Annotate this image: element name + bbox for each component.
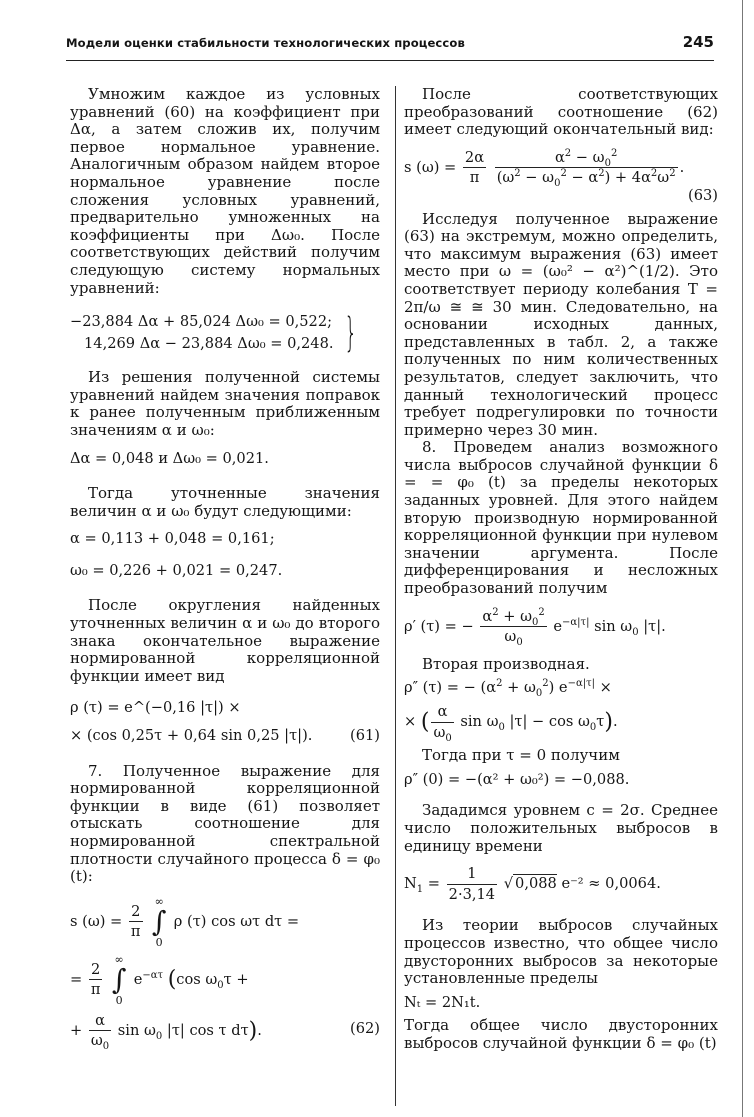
paragraph: 7. Полученное выражение для нормированной корреляционной функции в виде (61) позволяет отыскать соотношение для нормированной спектральной плотности случайного процесса δ = φ₀ (t): [70,761,380,886]
running-header [66,30,714,56]
paragraph: После округления найденных уточненных величин α и ω₀ до второго знака окончательное выражение нормированной корреляционной функции имеет вид [70,596,380,685]
paragraph: Вторая производная. [422,654,590,673]
equation-61-line1: ρ (τ) = e^(−0,16 |τ|) × [70,699,241,717]
paragraph: Тогда при τ = 0 получим [422,746,620,765]
equation: ρ″ (0) = −(α² + ω₀²) = −0,088. [404,770,630,788]
equation: α = 0,113 + 0,048 = 0,161; [70,530,275,548]
running-title: Модели оценки стабильности технологических процессов [66,36,465,50]
equation-N1: $N_1$ = $\frac{1}{2\cdot 3,14}$ √ 0,088 e⁻² ≈ 0,0064. [404,865,661,903]
paragraph: Зададимся уровнем c = 2σ. Среднее число положительных выбросов в единицу времени [404,801,718,855]
paragraph: Тогда общее число двусторонних выбросов случайной функции δ = φ₀ (t) [404,1016,718,1052]
equation-rho-second-line2: × ( $\frac{\alpha}{\omega_0}$ $\sin \omega_0$ $|\tau| - \cos \omega_0\tau$). [404,703,618,744]
equation-rho-second-line1: ρ″ (τ) = − $(\alpha^2 + \omega_0^2) e^{-\alpha|\tau|}$ × [404,678,612,700]
equation-62-line3: + $\frac{\alpha}{\omega_0}$ $\sin \omega_0$ |τ| cos τ dτ). (62) [70,1011,380,1053]
right-column [404,86,718,1053]
equation-rho-prime: ρ′ (τ) = − $\frac{\alpha^2 + \omega_0^2}{\omega_0}$ $e^{-\alpha|\tau|}$ $\sin \omega_0$ |τ|. [404,606,666,649]
column-divider [395,86,396,1106]
equation-61-line2: × (cos 0,25τ + 0,64 sin 0,25 |τ|). (61) [70,727,380,745]
left-column [70,85,380,1053]
paragraph: Исследуя полученное выражение (63) на экстремум, можно определить, что максимум выражения (63) имеет место при ω = (ω₀² − α²)^(1/2). Это соответствует периоду колебания T = 2π/ω ≅ ≅ 30 мин. Следовательно, на основании исходных данных, представленных в табл. 2, а также полученных по ним количественных результатов, следует заключить, что данный технологический процесс требует подрегулировки по точности примерно через 30 мин. [404,209,718,439]
paragraph: После соответствующих преобразований соотношение (62) имеет следующий окончательный вид: [404,85,718,139]
equation: −23,884 Δα + 85,024 Δω₀ = 0,522; [70,313,333,331]
equation-62-line1: s (ω) = $\frac{2}{\pi}$ ∞ ∫ 0 ρ (τ) cos ωτ dτ = [70,894,300,949]
equation: Δα = 0,048 и Δω₀ = 0,021. [70,449,269,467]
page-number: 245 [682,33,714,51]
equation-62-line2: = $\frac{2}{\pi}$ ∞ ∫ 0 $e^{-\alpha\tau}$ (cos $\omega_0\tau$ + [70,952,249,1007]
equation: Nₜ = 2N₁t. [404,993,481,1011]
paragraph: Умножим каждое из условных уравнений (60) на коэффициент при Δα, а затем сложив их, получим первое нормальное уравнение. Аналогичным образом найдем второе нормальное уравнение после сложения условных уравнений, предварительно умноженных на коэффициенты при Δω₀. После соответствующих действий получим следующую систему нормальных уравнений: [70,85,380,297]
page-edge [742,0,743,1117]
paragraph: 8. Проведем анализ возможного числа выбросов случайной функции δ = = φ₀ (t) за пределы некоторых заданных уровней. Для этого найдем вторую производную нормированной корреляционной функции при нулевом значении аргумента. После дифференцирования и несложных преобразований получим [404,438,718,598]
paragraph: Из теории выбросов случайных процессов известно, что общее число двусторонних выбросов за некоторые установленные пределы [404,916,718,988]
brace: } [343,310,357,357]
equation-number: (62) [350,1019,380,1037]
equation: 14,269 Δα − 23,884 Δω₀ = 0,248. [84,335,334,353]
equation-number: (63) [688,186,718,204]
equation: ω₀ = 0,226 + 0,021 = 0,247. [70,561,283,579]
paragraph: Тогда уточненные значения величин α и ω₀ будут следующими: [70,484,380,520]
paragraph: Из решения полученной системы уравнений найдем значения поправок к ранее полученным приближенным значениям α и ω₀: [70,368,380,439]
equation-number: (61) [350,727,380,745]
header-rule [66,60,714,61]
equation-63: s (ω) = $\frac{2\alpha}{\pi}$ $\frac{\alpha^2 - \omega_0^2}{(\omega^2 - \omega_0^2 - \alpha^2) + 4\alpha^2\omega^2}$ . [404,147,685,190]
equation-system [70,311,380,355]
